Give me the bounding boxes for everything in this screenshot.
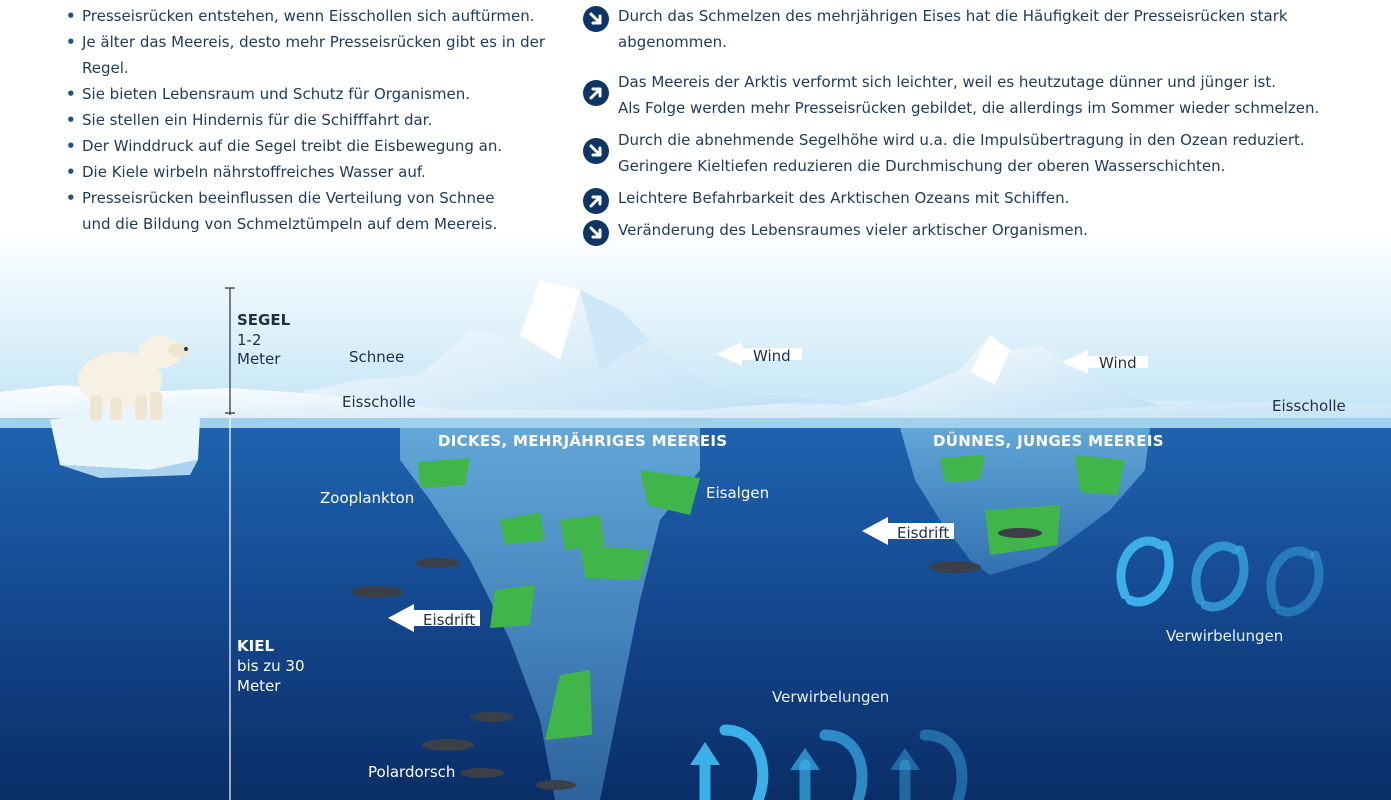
segel-title: SEGEL	[237, 311, 291, 329]
effect-text: Das Meereis der Arktis verformt sich leichter, weil es heutzutage dünner und jünger ist.	[618, 73, 1277, 91]
eisscholle-label-right: Eisscholle	[1272, 397, 1346, 415]
segel-unit: Meter	[237, 350, 281, 368]
effect-item	[582, 185, 1382, 211]
effect-text: Durch die abnehmende Segelhöhe wird u.a. die Impulsübertragung in den Ozean reduziert.	[618, 131, 1305, 149]
arrow-up-right-icon	[582, 79, 610, 107]
verwirbelungen-label-right: Verwirbelungen	[1166, 627, 1284, 645]
arrow-down-right-icon	[582, 219, 610, 247]
fact-item-continued: und die Bildung von Schmelztümpeln auf dem Meereis.	[82, 215, 498, 233]
effect-text: Als Folge werden mehr Presseisrücken gebildet, die allerdings im Sommer wieder schmelzen.	[618, 99, 1320, 117]
thick-ice-title: DICKES, MEHRJÄHRIGES MEEREIS	[438, 432, 728, 450]
arrow-down-right-icon	[582, 137, 610, 165]
polar-bear-floe	[50, 412, 200, 470]
verwirbelungen-label-bottom: Verwirbelungen	[772, 688, 890, 706]
fact-item: • Presseisrücken entstehen, wenn Eisschollen sich auftürmen.	[64, 3, 554, 29]
fact-item: • Presseisrücken beeinflussen die Verteilung von Schnee	[64, 185, 554, 211]
kiel-range: bis zu 30	[237, 657, 305, 675]
effect-text: Durch das Schmelzen des mehrjährigen Eises hat die Häufigkeit der Presseisrücken stark abgenommen.	[618, 7, 1288, 51]
fact-item: • Sie bieten Lebensraum und Schutz für Organismen.	[64, 81, 554, 107]
fact-item: • Die Kiele wirbeln nährstoffreiches Wasser auf.	[64, 159, 554, 185]
schnee-label: Schnee	[349, 348, 405, 366]
fact-item: • Sie stellen ein Hindernis für die Schifffahrt dar.	[64, 107, 554, 133]
zooplankton-label: Zooplankton	[320, 489, 415, 507]
kiel-title: KIEL	[237, 637, 275, 655]
effect-text: Geringere Kieltiefen reduzieren die Durchmischung der oberen Wasserschichten.	[618, 157, 1226, 175]
eisscholle-label-left: Eisscholle	[342, 393, 416, 411]
arrow-down-right-icon	[582, 5, 610, 33]
kiel-unit: Meter	[237, 677, 281, 695]
thin-ice-title: DÜNNES, JUNGES MEEREIS	[933, 432, 1164, 450]
effect-item	[582, 3, 1382, 55]
effect-item	[582, 127, 1382, 179]
climate-effects-list	[582, 3, 1382, 249]
ridge-facts-list	[64, 3, 554, 237]
wind-label-1: Wind	[753, 347, 791, 365]
eisdrift-label-1: Eisdrift	[423, 611, 476, 629]
wind-label-2: Wind	[1099, 354, 1137, 372]
polardorsch-label: Polardorsch	[368, 763, 456, 781]
effect-item	[582, 69, 1382, 121]
eisalgen-label: Eisalgen	[706, 484, 770, 502]
fact-item: • Der Winddruck auf die Segel treibt die Eisbewegung an.	[64, 133, 554, 159]
segel-range: 1-2	[237, 331, 262, 349]
arrow-up-right-icon	[582, 187, 610, 215]
fact-item: • Je älter das Meereis, desto mehr Presseisrücken gibt es in der Regel.	[64, 29, 554, 81]
effect-text: Leichtere Befahrbarkeit des Arktischen Ozeans mit Schiffen.	[618, 189, 1070, 207]
eisdrift-label-2: Eisdrift	[897, 524, 950, 542]
effect-item	[582, 217, 1382, 243]
effect-text: Veränderung des Lebensraumes vieler arktischer Organismen.	[618, 221, 1088, 239]
